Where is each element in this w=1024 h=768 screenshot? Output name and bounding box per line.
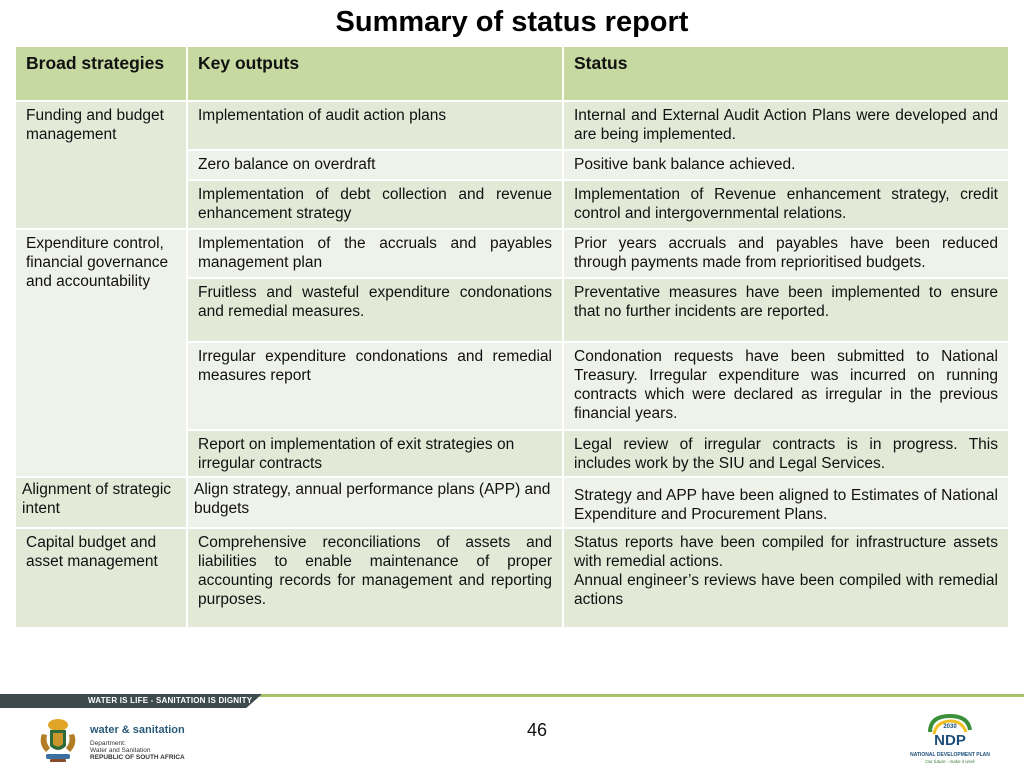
- ndp-abbrev: NDP: [934, 732, 966, 749]
- status-cell: Legal review of irregular contracts is in progress. This includes work by the SIU and Legal Services.: [563, 430, 1009, 477]
- department-logo: [36, 716, 236, 764]
- table-row: [15, 229, 1009, 278]
- status-cell: Internal and External Audit Action Plans were developed and are being implemented.: [563, 101, 1009, 150]
- ndp-tagline: Our future - make it work: [925, 759, 975, 764]
- output-cell: Report on implementation of exit strategies on irregular contracts: [187, 430, 563, 477]
- header-key-outputs: Key outputs: [187, 46, 563, 101]
- footer-tagline: WATER IS LIFE - SANITATION IS DIGNITY: [88, 696, 253, 705]
- output-cell: Implementation of the accruals and payables management plan: [187, 229, 563, 278]
- strategy-cell: Expenditure control, financial governance and accountability: [15, 229, 187, 477]
- status-cell: Condonation requests have been submitted to National Treasury. Irregular expenditure was incurred on running contracts which were declared as irregular in the previous financial years.: [563, 342, 1009, 430]
- ndp-year: 2030: [943, 724, 957, 730]
- strategy-cell: Alignment of strategic intent: [15, 477, 187, 528]
- output-cell: Comprehensive reconciliations of assets and liabilities to enable maintenance of proper accounting records for management and reporting purposes.: [187, 528, 563, 628]
- strategy-cell: Funding and budget management: [15, 101, 187, 229]
- dept-line: REPUBLIC OF SOUTH AFRICA: [90, 754, 185, 761]
- ndp-logo: [908, 712, 992, 766]
- dept-brand: water & sanitation: [90, 724, 185, 736]
- page-number: 46: [526, 720, 548, 740]
- output-cell: Align strategy, annual performance plans (APP) and budgets: [187, 477, 563, 528]
- status-cell: [563, 528, 1009, 628]
- status-line: Annual engineer’s reviews have been compiled with remedial actions: [574, 572, 998, 608]
- table-row: [15, 101, 1009, 150]
- status-cell: Implementation of Revenue enhancement strategy, credit control and intergovernmental relations.: [563, 180, 1009, 229]
- output-cell: Fruitless and wasteful expenditure condonations and remedial measures.: [187, 278, 563, 342]
- output-cell: Implementation of audit action plans: [187, 101, 563, 150]
- ndp-2030-logo-icon: [924, 712, 976, 750]
- status-cell: Preventative measures have been implemented to ensure that no further incidents are reported.: [563, 278, 1009, 342]
- strategy-cell: Capital budget and asset management: [15, 528, 187, 628]
- header-status: Status: [563, 46, 1009, 101]
- output-cell: Irregular expenditure condonations and remedial measures report: [187, 342, 563, 430]
- status-report-table: [14, 45, 1010, 629]
- table-row: [15, 528, 1009, 628]
- slide-title: Summary of status report: [335, 6, 689, 38]
- table-row: [15, 477, 1009, 528]
- status-cell: Prior years accruals and payables have been reduced through payments made from reprioritised budgets.: [563, 229, 1009, 278]
- output-cell: Zero balance on overdraft: [187, 150, 563, 180]
- header-broad-strategies: Broad strategies: [15, 46, 187, 101]
- coat-of-arms-icon: [36, 716, 80, 764]
- footer-band: [0, 694, 1024, 708]
- status-line: Status reports have been compiled for infrastructure assets with remedial actions.: [574, 534, 998, 570]
- dept-line: Water and Sanitation: [90, 747, 151, 754]
- dept-line: Department:: [90, 740, 126, 747]
- status-cell: Positive bank balance achieved.: [563, 150, 1009, 180]
- ndp-name: NATIONAL DEVELOPMENT PLAN: [910, 752, 990, 758]
- output-cell: Implementation of debt collection and revenue enhancement strategy: [187, 180, 563, 229]
- status-cell: Strategy and APP have been aligned to Estimates of National Expenditure and Procurement Plans.: [563, 477, 1009, 528]
- table-header-row: [15, 46, 1009, 101]
